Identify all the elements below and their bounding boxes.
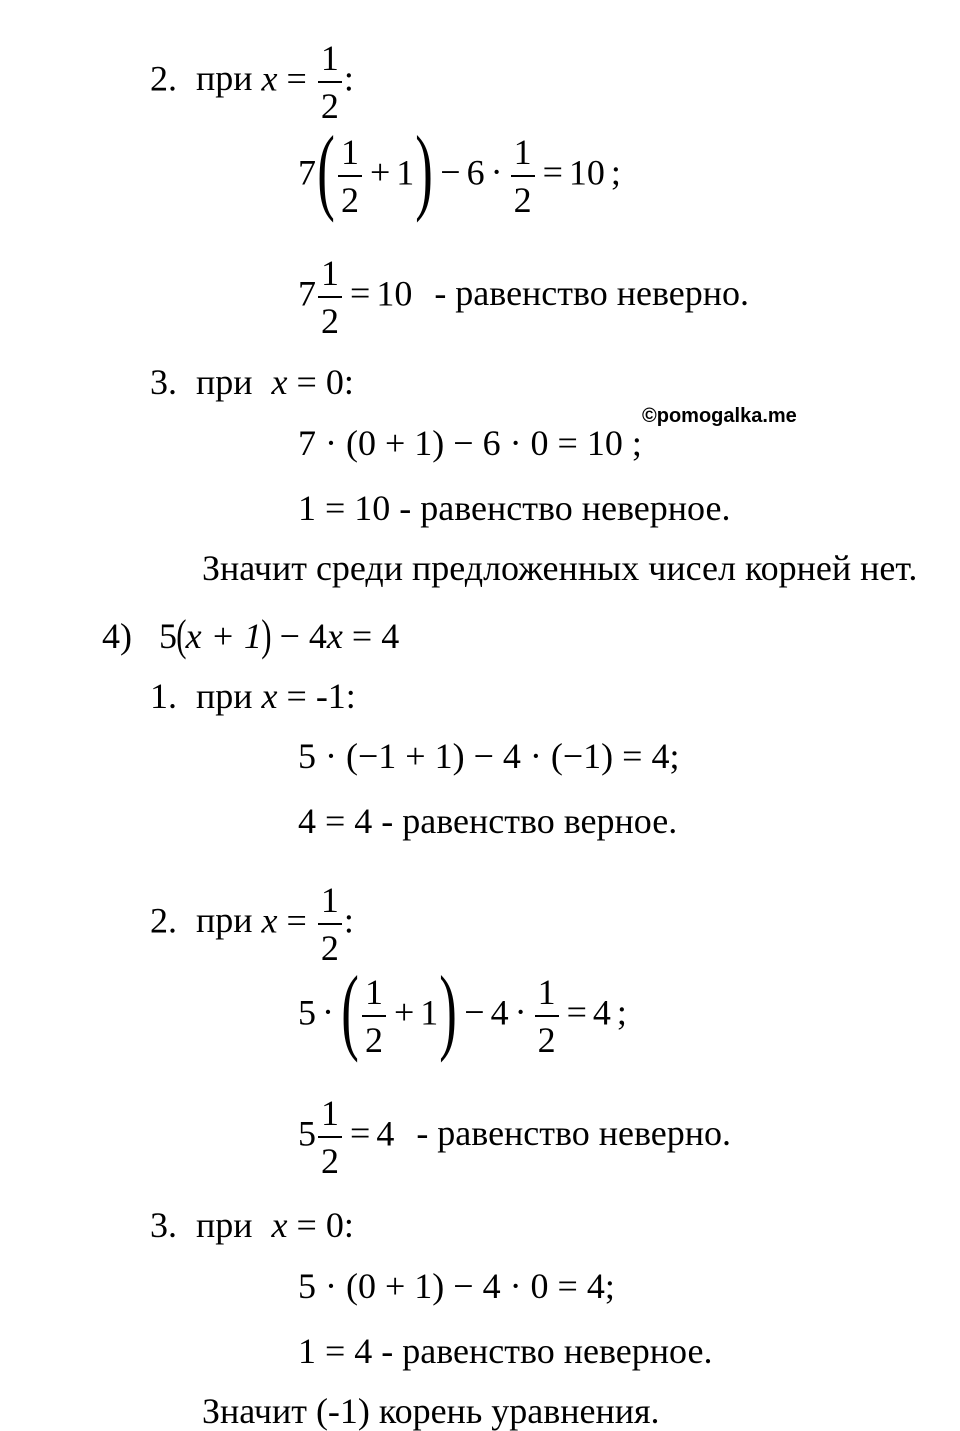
case-number: 2. — [150, 900, 177, 941]
conclusion-4: Значит (-1) корень уравнения. — [202, 1391, 660, 1431]
case-heading-3-3 — [150, 364, 354, 400]
case-number: 3. — [150, 362, 177, 402]
conclusion-3: Значит среди предложенных чисел корней нет. — [202, 548, 918, 588]
variable-x: x — [261, 58, 278, 99]
plus-sign: + — [393, 992, 415, 1033]
left-paren: ( — [341, 956, 359, 1063]
coefficient: 5 — [298, 992, 316, 1033]
variable-x: x — [261, 676, 278, 716]
left-paren: ( — [317, 116, 335, 223]
equals-sign: = — [286, 58, 307, 99]
calc-4-2 — [298, 956, 627, 1064]
watermark: ©pomogalka.me — [642, 405, 797, 427]
right-paren: ) — [439, 956, 458, 1063]
equals-value: = -1: — [286, 676, 356, 716]
case-heading-3-2 — [150, 40, 354, 124]
fraction-one-half: $\frac{1}{2}$ — [511, 134, 535, 218]
verdict-text: - равенство неверно. — [434, 273, 750, 314]
number-one: 1 — [420, 992, 439, 1033]
equals-sign: = — [542, 152, 563, 193]
equals-sign: = — [286, 900, 307, 941]
case-number: 2. — [150, 58, 177, 99]
semicolon: ; — [610, 152, 621, 193]
case-heading-4-2 — [150, 882, 354, 966]
variable-x: x — [271, 1205, 288, 1245]
inner-expression: x + 1 — [185, 616, 262, 656]
case-prefix: при — [196, 676, 253, 716]
right-paren: ) — [261, 611, 272, 660]
variable-x: x — [261, 900, 278, 941]
variable-x: x — [271, 362, 288, 402]
fraction-one-half: $\frac{1}{2}$ — [362, 974, 386, 1058]
number-one: 1 — [396, 152, 415, 193]
dot-operator: · — [490, 152, 503, 193]
case-number: 1. — [150, 676, 177, 716]
minus-sign: − — [440, 152, 461, 193]
case-prefix: при — [196, 900, 253, 941]
fraction-one-half: $\frac{1}{2}$ — [535, 974, 559, 1058]
calc-4-1: 5 · (−1 + 1) − 4 · (−1) = 4; — [298, 736, 680, 776]
right-paren: ) — [415, 116, 434, 223]
rhs-value: 4 — [592, 992, 611, 1033]
number-six: 6 — [466, 152, 485, 193]
case-heading-4-1 — [150, 678, 356, 714]
coefficient: 5 — [159, 616, 177, 656]
minus-term: − 4 — [279, 616, 327, 656]
case-heading-4-3 — [150, 1207, 354, 1243]
fraction-one-half: $\frac{1}{2}$ — [318, 882, 342, 966]
case-prefix: при — [196, 1205, 253, 1245]
dot-operator: · — [322, 992, 334, 1033]
rhs-value: = 4 — [351, 616, 400, 656]
verdict-text: - равенство неверно. — [416, 1113, 732, 1154]
case-prefix: при — [196, 362, 253, 402]
result-4-3: 1 = 4 - равенство неверное. — [298, 1331, 713, 1371]
equals-sign: = — [350, 273, 371, 314]
coefficient: 7 — [298, 152, 316, 193]
mixed-whole: 7 — [298, 273, 316, 314]
case-number: 3. — [150, 1205, 177, 1245]
fraction-one-half: $\frac{1}{2}$ — [338, 134, 362, 218]
result-4-2 — [298, 1095, 731, 1179]
minus-sign: − — [464, 992, 485, 1033]
part-label: 4) — [102, 616, 132, 656]
dot-operator: · — [514, 992, 527, 1033]
colon: : — [343, 900, 354, 941]
equals-zero: = 0: — [296, 362, 354, 402]
fraction-one-half: $\frac{1}{2}$ — [318, 1095, 342, 1179]
result-3-3: 1 = 10 - равенство неверное. — [298, 488, 731, 528]
result-4-1: 4 = 4 - равенство верное. — [298, 801, 678, 841]
equation-4 — [102, 611, 400, 660]
calc-3-2 — [298, 116, 621, 224]
colon: : — [343, 58, 354, 99]
equals-zero: = 0: — [296, 1205, 354, 1245]
rhs-value: 10 — [376, 273, 413, 314]
mixed-whole: 5 — [298, 1113, 316, 1154]
left-paren: ( — [176, 611, 187, 660]
calc-4-3: 5 · (0 + 1) − 4 · 0 = 4; — [298, 1266, 615, 1306]
semicolon: ; — [616, 992, 627, 1033]
rhs-value: 4 — [376, 1113, 395, 1154]
plus-sign: + — [369, 152, 391, 193]
equals-sign: = — [566, 992, 587, 1033]
case-prefix: при — [196, 58, 253, 99]
result-3-2 — [298, 255, 749, 339]
fraction-one-half: $\frac{1}{2}$ — [318, 255, 342, 339]
fraction-one-half: $\frac{1}{2}$ — [318, 40, 342, 124]
calc-3-3: 7 · (0 + 1) − 6 · 0 = 10 ; — [298, 423, 642, 463]
equals-sign: = — [350, 1113, 371, 1154]
variable-x: x — [326, 616, 343, 656]
number-four: 4 — [490, 992, 509, 1033]
rhs-value: 10 — [568, 152, 605, 193]
